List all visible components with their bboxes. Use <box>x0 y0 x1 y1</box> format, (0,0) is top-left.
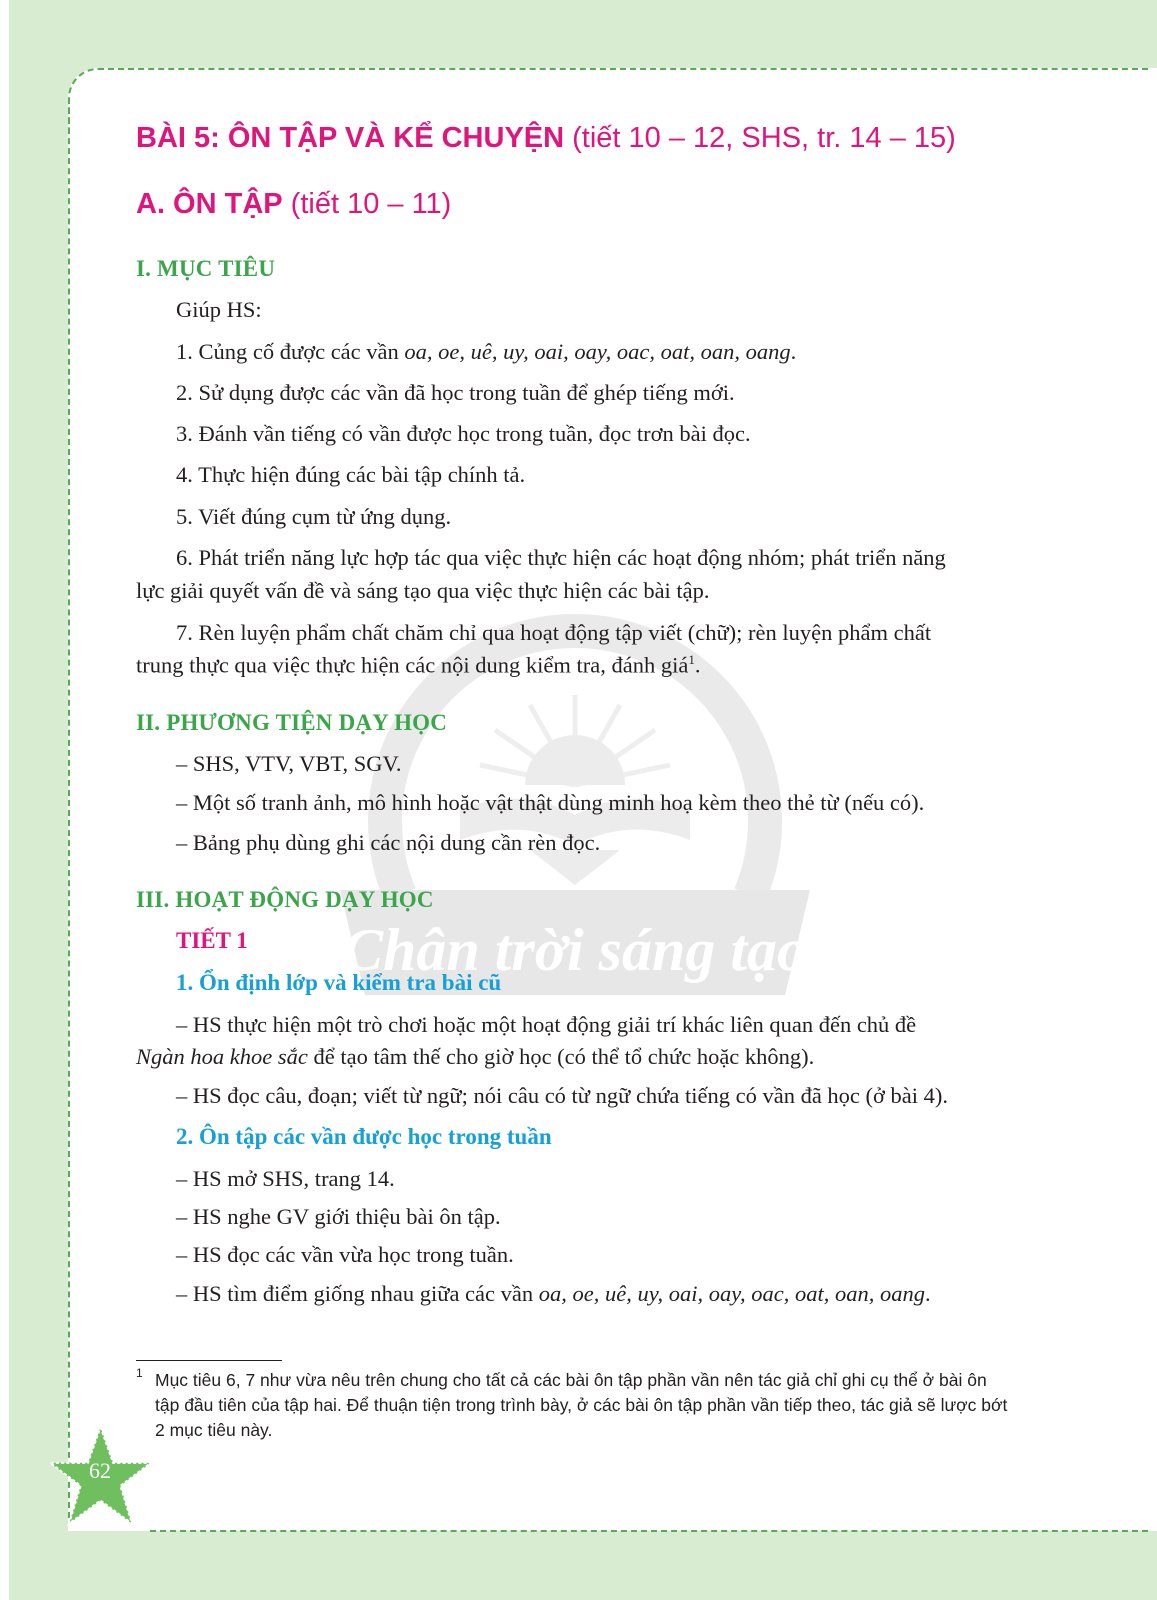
footnote-ref: 1 <box>688 652 695 667</box>
frame-corner <box>68 68 130 130</box>
tiet-1-heading: TIẾT 1 <box>176 928 248 953</box>
item-7-end: . <box>694 652 701 678</box>
frame-bottom-dashed <box>150 1530 1148 1532</box>
item-1-prefix: 1. Củng cố được các vần <box>176 339 405 364</box>
section-a-heading <box>136 188 451 221</box>
muc-tieu-intro: Giúp HS: <box>176 297 262 322</box>
muc-tieu-item-3: 3. Đánh vần tiếng có vần được học trong tuần, đọc trơn bài đọc. <box>176 421 751 446</box>
lesson-title-sub: (tiết 10 – 12, SHS, tr. 14 – 15) <box>564 122 956 154</box>
footnote-text: Mục tiêu 6, 7 như vừa nêu trên chung cho tất cả các bài ôn tập phần vần nên tác giả chỉ ghi cụ thể ở bài ôn tập đầu tiên của tập hai. Để thuận tiện trong trình bày, ở các bài ôn tập phần vần tiếp theo, tác giả sẽ lược bớt 2 mục tiêu này. <box>155 1370 1008 1440</box>
muc-tieu-item-2: 2. Sử dụng được các vần đã học trong tuần để ghép tiếng mới. <box>176 380 735 405</box>
frame-left-dashed <box>68 98 70 1518</box>
muc-tieu-item-5: 5. Viết đúng cụm từ ứng dụng. <box>176 504 452 529</box>
hoat-dong-heading: III. HOẠT ĐỘNG DẠY HỌC <box>136 887 434 912</box>
muc-tieu-item-7-line-2 <box>136 652 700 679</box>
muc-tieu-item-4: 4. Thực hiện đúng các bài tập chính tả. <box>176 462 526 487</box>
lesson-title-main: BÀI 5: ÔN TẬP VÀ KỂ CHUYỆN <box>136 122 565 154</box>
phuong-tien-heading: II. PHƯƠNG TIỆN DẠY HỌC <box>136 710 448 735</box>
section-a-sub: (tiết 10 – 11) <box>282 188 452 220</box>
hoat-dong-p2: – HS đọc câu, đoạn; viết từ ngữ; nói câu có từ ngữ chứa tiếng có vần đã học (ở bài 4). <box>176 1083 949 1108</box>
hoat-dong-p1-line-1: – HS thực hiện một trò chơi hoặc một hoạt động giải trí khác liên quan đến chủ đề <box>176 1012 917 1037</box>
page-number: 62 <box>89 1458 111 1483</box>
footnote-mark: 1 <box>136 1366 143 1380</box>
muc-tieu-item-1 <box>176 339 796 365</box>
muc-tieu-item-7-line-1: 7. Rèn luyện phẩm chất chăm chỉ qua hoạt động tập viết (chữ); rèn luyện phẩm chất <box>176 620 932 645</box>
phuong-tien-item-3: – Bảng phụ dùng ghi các nội dung cần rèn đọc. <box>176 830 601 855</box>
muc-tieu-item-6-line-2: lực giải quyết vấn đề và sáng tạo qua việc thực hiện các bài tập. <box>136 578 710 603</box>
subheading-2: 2. Ôn tập các vần được học trong tuần <box>176 1124 552 1149</box>
item-7-text: trung thực qua việc thực hiện các nội dung kiểm tra, đánh giá <box>136 652 689 678</box>
hoat-dong-p3: – HS mở SHS, trang 14. <box>176 1166 395 1191</box>
hoat-dong-p6 <box>176 1281 931 1307</box>
p6-suffix: . <box>924 1281 931 1306</box>
hoat-dong-p5: – HS đọc các vần vừa học trong tuần. <box>176 1242 514 1267</box>
lesson-title <box>136 122 956 155</box>
hoat-dong-p4: – HS nghe GV giới thiệu bài ôn tập. <box>176 1204 501 1229</box>
frame-top-dashed <box>98 68 1148 70</box>
muc-tieu-heading: I. MỤC TIÊU <box>136 256 276 281</box>
phuong-tien-item-2: – Một số tranh ảnh, mô hình hoặc vật thật dùng minh hoạ kèm theo thẻ từ (nếu có). <box>176 790 925 815</box>
subheading-1: 1. Ổn định lớp và kiểm tra bài cũ <box>176 970 502 995</box>
item-1-suffix: . <box>790 339 797 364</box>
p1-italic: Ngàn hoa khoe sắc <box>136 1044 308 1069</box>
muc-tieu-item-6-line-1: 6. Phát triển năng lực hợp tác qua việc thực hiện các hoạt động nhóm; phát triển năng <box>176 545 946 570</box>
p6-italic: oa, oe, uê, uy, oai, oay, oac, oat, oan, oang <box>538 1281 925 1306</box>
p6-prefix: – HS tìm điểm giống nhau giữa các vần <box>176 1281 539 1306</box>
item-1-italic: oa, oe, uê, uy, oai, oay, oac, oat, oan, oang <box>404 339 791 364</box>
p1-rest: để tạo tâm thế cho giờ học (có thể tổ chức hoặc không). <box>307 1044 815 1069</box>
phuong-tien-item-1: – SHS, VTV, VBT, SGV. <box>176 751 402 776</box>
page-edge <box>0 0 9 1600</box>
footnote-rule <box>136 1360 282 1361</box>
section-a-main: A. ÔN TẬP <box>136 188 283 220</box>
hoat-dong-p1-line-2 <box>136 1044 814 1070</box>
watermark-text: Chân trời sáng tạo <box>342 917 808 983</box>
